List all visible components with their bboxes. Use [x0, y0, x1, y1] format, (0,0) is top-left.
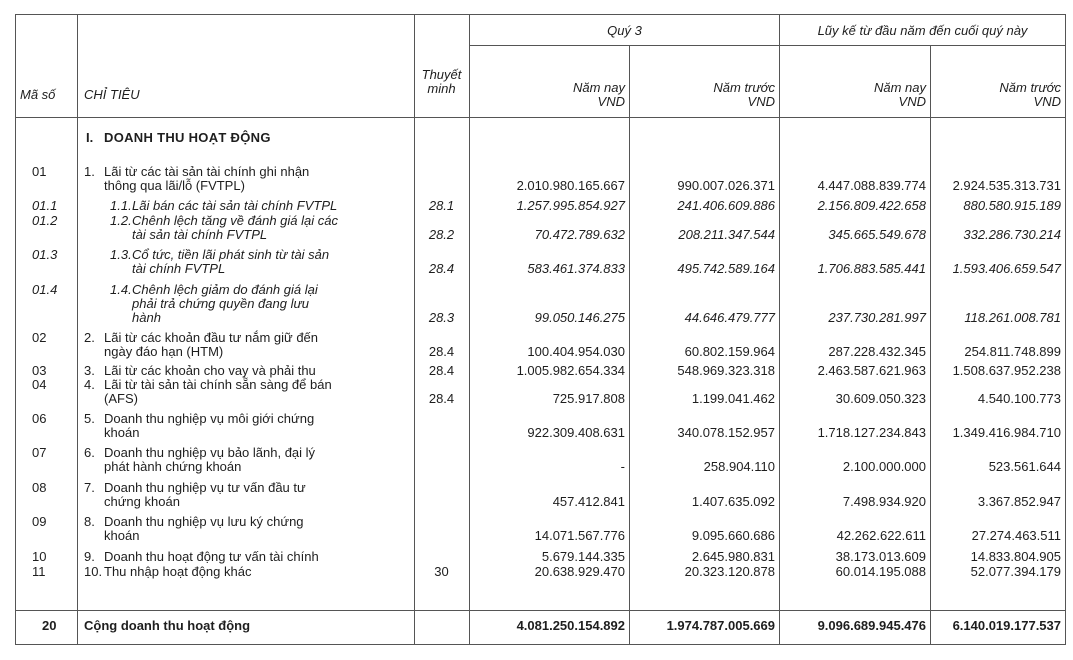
- row-note: 28.3: [428, 310, 455, 325]
- row-index: 7.: [84, 480, 95, 495]
- row-label: Cổ tức, tiền lãi phát sinh từ tài sản: [132, 247, 330, 262]
- header-vnd: VND: [597, 94, 625, 109]
- value-ytd-last-year: 27.274.463.511: [971, 528, 1061, 543]
- value-ytd-last-year: 1.593.406.659.547: [952, 261, 1061, 276]
- value-q3-last-year: 548.969.323.318: [677, 363, 775, 378]
- row-label: chứng khoán: [104, 494, 180, 509]
- value-q3-last-year: 340.078.152.957: [677, 425, 775, 440]
- row-label: Doanh thu hoạt động tư vấn tài chính: [104, 549, 319, 564]
- value-q3-this-year: 5.679.144.335: [541, 549, 625, 564]
- row-note: 28.4: [428, 363, 455, 378]
- header-ma-so: Mã số: [20, 87, 56, 102]
- value-q3-this-year: 457.412.841: [552, 494, 625, 509]
- row-label: ngày đáo hạn (HTM): [104, 344, 224, 359]
- header-vnd: VND: [747, 94, 775, 109]
- row-note: 30: [434, 564, 449, 579]
- total-code: 20: [42, 618, 57, 633]
- value-q3-last-year: 9.095.660.686: [691, 528, 775, 543]
- value-ytd-this-year: 237.730.281.997: [828, 310, 926, 325]
- value-q3-last-year: 258.904.110: [703, 459, 775, 474]
- header-nam-nay: Năm nay: [873, 80, 926, 95]
- row-code: 11: [32, 564, 46, 579]
- value-ytd-this-year: 345.665.549.678: [828, 227, 926, 242]
- col-divider: [77, 15, 78, 644]
- value-q3-this-year: 2.010.980.165.667: [516, 178, 625, 193]
- row-note: 28.4: [428, 391, 455, 406]
- col-divider: [414, 15, 415, 644]
- row-code: 09: [32, 514, 47, 529]
- section-number: I.: [86, 130, 94, 145]
- value-ytd-last-year: 2.924.535.313.731: [952, 178, 1061, 193]
- value-ytd-last-year: 880.580.915.189: [963, 198, 1061, 213]
- value-q3-this-year: 70.472.789.632: [534, 227, 625, 242]
- value-q3-this-year: 583.461.374.833: [527, 261, 625, 276]
- header-quy3: Quý 3: [607, 23, 642, 38]
- row-code: 01: [32, 164, 47, 179]
- value-q3-this-year: 100.404.954.030: [527, 344, 625, 359]
- value-ytd-last-year: 3.367.852.947: [977, 494, 1061, 509]
- row-code: 08: [32, 480, 47, 495]
- row-code: 01.2: [32, 213, 58, 228]
- value-ytd-last-year: 332.286.730.214: [963, 227, 1061, 242]
- value-ytd-last-year: 52.077.394.179: [970, 564, 1061, 579]
- row-code: 10: [32, 549, 47, 564]
- value-ytd-this-year: 2.463.587.621.963: [817, 363, 926, 378]
- row-index: 1.2.: [110, 213, 132, 228]
- total-value-ytd-last-year: 6.140.019.177.537: [952, 618, 1061, 633]
- row-code: 01.4: [32, 282, 58, 297]
- row-label: Doanh thu nghiệp vụ lưu ký chứng: [104, 514, 304, 529]
- row-label: Lãi từ các khoản đầu tư nắm giữ đến: [104, 330, 319, 345]
- row-label: khoán: [104, 425, 140, 440]
- value-q3-this-year: 725.917.808: [552, 391, 625, 406]
- header-thuyet: Thuyết: [421, 67, 462, 82]
- value-q3-this-year: -: [620, 459, 625, 474]
- value-ytd-this-year: 287.228.432.345: [828, 344, 926, 359]
- header-nam-truoc: Năm trước: [999, 80, 1061, 95]
- row-index: 3.: [84, 363, 95, 378]
- value-ytd-last-year: 14.833.804.905: [970, 549, 1061, 564]
- row-index: 2.: [84, 330, 95, 345]
- section-title: DOANH THU HOẠT ĐỘNG: [104, 130, 271, 145]
- row-label: Chênh lệch tăng về đánh giá lại các: [132, 213, 338, 228]
- row-index: 4.: [84, 377, 95, 392]
- value-q3-this-year: 14.071.567.776: [534, 528, 625, 543]
- value-q3-last-year: 241.406.609.886: [677, 198, 775, 213]
- row-label: phát hành chứng khoán: [104, 459, 242, 474]
- header-vnd: VND: [898, 94, 926, 109]
- row-label: Doanh thu nghiệp vụ môi giới chứng: [104, 411, 315, 426]
- value-q3-this-year: 1.257.995.854.927: [516, 198, 625, 213]
- value-q3-last-year: 1.407.635.092: [691, 494, 775, 509]
- row-label: Lãi từ tài sản tài chính sẵn sàng để bán: [104, 377, 332, 392]
- value-q3-this-year: 922.309.408.631: [527, 425, 625, 440]
- value-q3-last-year: 1.199.041.462: [691, 391, 775, 406]
- value-ytd-this-year: 2.100.000.000: [842, 459, 926, 474]
- row-code: 02: [32, 330, 47, 345]
- total-value-q3-last-year: 1.974.787.005.669: [666, 618, 775, 633]
- value-ytd-this-year: 4.447.088.839.774: [817, 178, 926, 193]
- row-label: Chênh lệch giảm do đánh giá lại: [132, 282, 318, 297]
- value-ytd-this-year: 42.262.622.611: [836, 528, 926, 543]
- value-q3-this-year: 99.050.146.275: [534, 310, 625, 325]
- value-ytd-this-year: 1.706.883.585.441: [817, 261, 926, 276]
- value-q3-last-year: 60.802.159.964: [684, 344, 775, 359]
- value-q3-last-year: 990.007.026.371: [677, 178, 775, 193]
- value-q3-last-year: 208.211.347.544: [678, 227, 775, 242]
- value-ytd-this-year: 60.014.195.088: [835, 564, 926, 579]
- value-ytd-last-year: 254.811.748.899: [964, 344, 1061, 359]
- row-label: tài sản tài chính FVTPL: [132, 227, 268, 242]
- row-index: 1.1.: [110, 198, 132, 213]
- row-code: 01.1: [32, 198, 58, 213]
- row-index: 1.3.: [110, 247, 132, 262]
- row-label: hành: [132, 310, 161, 325]
- header-vnd: VND: [1033, 94, 1061, 109]
- row-code: 03: [32, 363, 47, 378]
- value-q3-last-year: 44.646.479.777: [684, 310, 775, 325]
- row-index: 10.: [84, 564, 103, 579]
- row-note: 28.4: [428, 261, 455, 276]
- value-ytd-last-year: 4.540.100.773: [977, 391, 1061, 406]
- value-ytd-this-year: 7.498.934.920: [842, 494, 926, 509]
- header-chi-tieu: CHỈ TIÊU: [84, 87, 140, 102]
- row-label: Lãi từ các khoản cho vay và phải thu: [104, 363, 316, 378]
- row-note: 28.2: [428, 227, 455, 242]
- row-label: phải trả chứng quyền đang lưu: [132, 296, 309, 311]
- income-statement-table: [15, 14, 1066, 645]
- value-ytd-last-year: 118.261.008.781: [964, 310, 1061, 325]
- row-note: 28.4: [428, 344, 455, 359]
- value-ytd-this-year: 38.173.013.609: [835, 549, 926, 564]
- row-index: 6.: [84, 445, 95, 460]
- value-ytd-this-year: 1.718.127.234.843: [817, 425, 926, 440]
- header-minh: minh: [427, 81, 456, 96]
- row-label: tài chính FVTPL: [132, 261, 226, 276]
- value-q3-this-year: 1.005.982.654.334: [516, 363, 625, 378]
- header-bottom-line: [16, 117, 1065, 118]
- row-label: Thu nhập hoạt động khác: [104, 564, 252, 579]
- row-code: 06: [32, 411, 47, 426]
- value-ytd-this-year: 30.609.050.323: [835, 391, 926, 406]
- header-nam-truoc: Năm trước: [713, 80, 775, 95]
- row-label: Lãi bán các tài sản tài chính FVTPL: [132, 198, 338, 213]
- row-index: 1.4.: [110, 282, 132, 297]
- row-code: 01.3: [32, 247, 58, 262]
- header-divider: [469, 45, 1065, 46]
- header-luy-ke: Lũy kế từ đầu năm đến cuối quý này: [817, 23, 1028, 38]
- row-label: thông qua lãi/lỗ (FVTPL): [104, 178, 245, 193]
- row-label: Lãi từ các tài sản tài chính ghi nhận: [104, 164, 310, 179]
- value-q3-last-year: 495.742.589.164: [677, 261, 775, 276]
- row-code: 07: [32, 445, 47, 460]
- total-value-q3-this-year: 4.081.250.154.892: [516, 618, 625, 633]
- total-label: Cộng doanh thu hoạt động: [84, 618, 251, 633]
- row-index: 1.: [84, 164, 95, 179]
- row-label: (AFS): [104, 391, 138, 406]
- row-label: Doanh thu nghiệp vụ tư vấn đầu tư: [104, 480, 306, 495]
- header-nam-nay: Năm nay: [572, 80, 625, 95]
- value-ytd-last-year: 523.561.644: [988, 459, 1061, 474]
- row-index: 9.: [84, 549, 95, 564]
- value-q3-last-year: 2.645.980.831: [691, 549, 775, 564]
- value-ytd-last-year: 1.508.637.952.238: [952, 363, 1061, 378]
- value-ytd-this-year: 2.156.809.422.658: [817, 198, 926, 213]
- row-index: 8.: [84, 514, 95, 529]
- total-line: [16, 610, 1065, 611]
- row-note: 28.1: [428, 198, 455, 213]
- value-q3-last-year: 20.323.120.878: [684, 564, 775, 579]
- row-label: Doanh thu nghiệp vụ bảo lãnh, đại lý: [104, 445, 316, 460]
- value-ytd-last-year: 1.349.416.984.710: [952, 425, 1061, 440]
- row-code: 04: [32, 377, 47, 392]
- row-index: 5.: [84, 411, 95, 426]
- row-label: khoán: [104, 528, 140, 543]
- value-q3-this-year: 20.638.929.470: [534, 564, 625, 579]
- total-value-ytd-this-year: 9.096.689.945.476: [817, 618, 926, 633]
